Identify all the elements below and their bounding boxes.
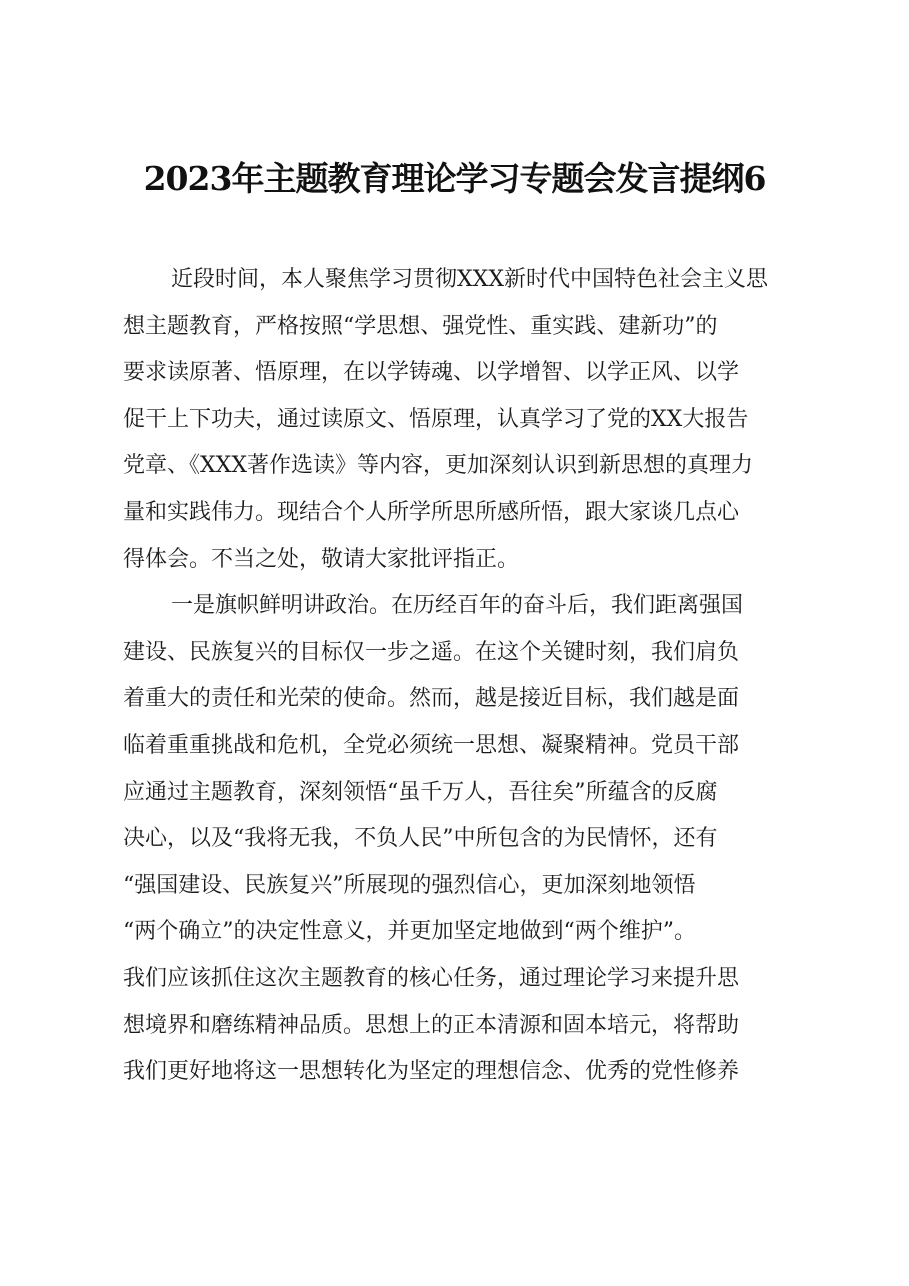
paragraph-line: 着重大的责任和光荣的使命。然而，越是接近目标，我们越是面 [123, 686, 740, 712]
paragraph-line: 想主题教育，严格按照“学思想、强党性、重实践、建新功”的 [123, 313, 718, 339]
paragraph-line: 我们应该抓住这次主题教育的核心任务，通过理论学习来提升思 [123, 965, 740, 991]
paragraph-line: 量和实践伟力。现结合个人所学所思所感所悟，跟大家谈几点心 [123, 499, 740, 525]
paragraph-line: 一是旗帜鲜明讲政治。在历经百年的奋斗后，我们距离强国 [171, 593, 744, 619]
paragraph-line: 党章、《XXX著作选读》等内容，更加深刻认识到新思想的真理力 [123, 453, 753, 479]
paragraph-line: 决心，以及“我将无我，不负人民”中所包含的为民情怀，还有 [123, 826, 718, 852]
document-body [123, 257, 823, 1096]
paragraph-line: “两个确立”的决定性意义，并更加坚定地做到“两个维护”。 [123, 919, 696, 945]
paragraph-line: 我们更好地将这一思想转化为坚定的理想信念、优秀的党性修养 [123, 1059, 740, 1085]
paragraph-line: 近段时间，本人聚焦学习贯彻XXX新时代中国特色社会主义思 [171, 267, 768, 292]
paragraph-line: 想境界和磨练精神品质。思想上的正本清源和固本培元，将帮助 [123, 1012, 740, 1038]
paragraph-line: 建设、民族复兴的目标仅一步之遥。在这个关键时刻，我们肩负 [123, 639, 740, 665]
paragraph-line: “强国建设、民族复兴”所展现的强烈信心，更加深刻地领悟 [123, 872, 696, 898]
paragraph-line: 得体会。不当之处，敬请大家批评指正。 [123, 546, 520, 572]
paragraph-line: 应通过主题教育，深刻领悟“虽千万人，吾往矣”所蕴含的反腐 [123, 779, 718, 805]
paragraph-line: 临着重重挑战和危机，全党必须统一思想、凝聚精神。党员干部 [123, 732, 740, 758]
paragraph-line: 要求读原著、悟原理，在以学铸魂、以学增智、以学正风、以学 [123, 360, 740, 386]
document-title: 2023年主题教育理论学习专题会发言提纲6 [143, 159, 766, 198]
paragraph-line: 促干上下功夫，通过读原文、悟原理，认真学习了党的XX大报告 [123, 406, 749, 432]
